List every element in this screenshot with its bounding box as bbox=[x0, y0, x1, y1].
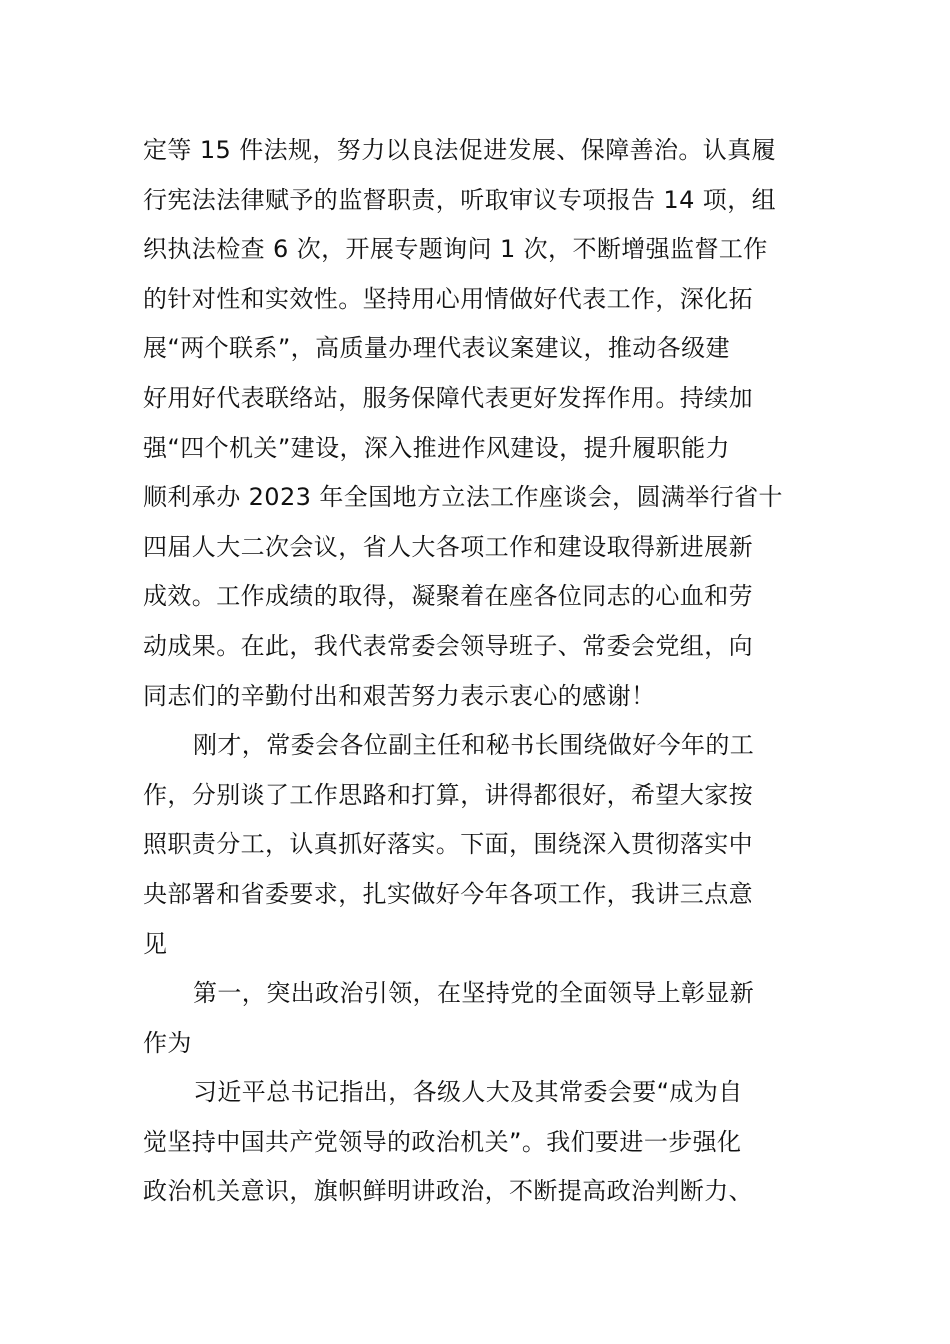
section-heading-line: 第一，突出政治引领，在坚持党的全面领导上彰显新 bbox=[193, 979, 755, 1008]
text-line: 四届人大二次会议，省人大各项工作和建设取得新进展新 bbox=[143, 532, 753, 561]
paragraph-first-line: 习近平总书记指出，各级人大及其常委会要“成为自 bbox=[193, 1078, 743, 1107]
body-text bbox=[143, 126, 823, 1217]
text-line: 照职责分工，认真抓好落实。下面，围绕深入贯彻落实中 bbox=[143, 830, 753, 859]
text-line: 展“两个联系”，高质量办理代表议案建议，推动各级建 bbox=[143, 334, 730, 363]
text-line: 作，分别谈了工作思路和打算，讲得都很好，希望大家按 bbox=[143, 780, 753, 809]
text-line: 见 bbox=[143, 929, 168, 958]
text-line: 的针对性和实效性。坚持用心用情做好代表工作，深化拓 bbox=[143, 284, 753, 313]
text-line: 成效。工作成绩的取得，凝聚着在座各位同志的心血和劳 bbox=[143, 582, 753, 611]
text-line: 织执法检查 6 次，开展专题询问 1 次，不断增强监督工作 bbox=[143, 235, 768, 264]
text-line: 行宪法法律赋予的监督职责，听取审议专项报告 14 项，组 bbox=[143, 185, 776, 214]
text-line: 同志们的辛勤付出和艰苦努力表示衷心的感谢！ bbox=[143, 681, 656, 710]
paragraph-first-line: 刚才，常委会各位副主任和秘书长围绕做好今年的工 bbox=[193, 731, 755, 760]
text-line: 好用好代表联络站，服务保障代表更好发挥作用。持续加 bbox=[143, 383, 753, 412]
text-line: 顺利承办 2023 年全国地方立法工作座谈会，圆满举行省十 bbox=[143, 483, 783, 512]
section-heading-line: 作为 bbox=[143, 1028, 192, 1057]
text-line: 央部署和省委要求，扎实做好今年各项工作，我讲三点意 bbox=[143, 879, 753, 908]
text-line: 政治机关意识，旗帜鲜明讲政治，不断提高政治判断力、 bbox=[143, 1177, 753, 1206]
text-line: 动成果。在此，我代表常委会领导班子、常委会党组，向 bbox=[143, 631, 753, 660]
text-line: 觉坚持中国共产党领导的政治机关”。我们要进一步强化 bbox=[143, 1127, 742, 1156]
text-line: 强“四个机关”建设，深入推进作风建设，提升履职能力 bbox=[143, 433, 730, 462]
text-line: 定等 15 件法规，努力以良法促进发展、保障善治。认真履 bbox=[143, 136, 776, 164]
